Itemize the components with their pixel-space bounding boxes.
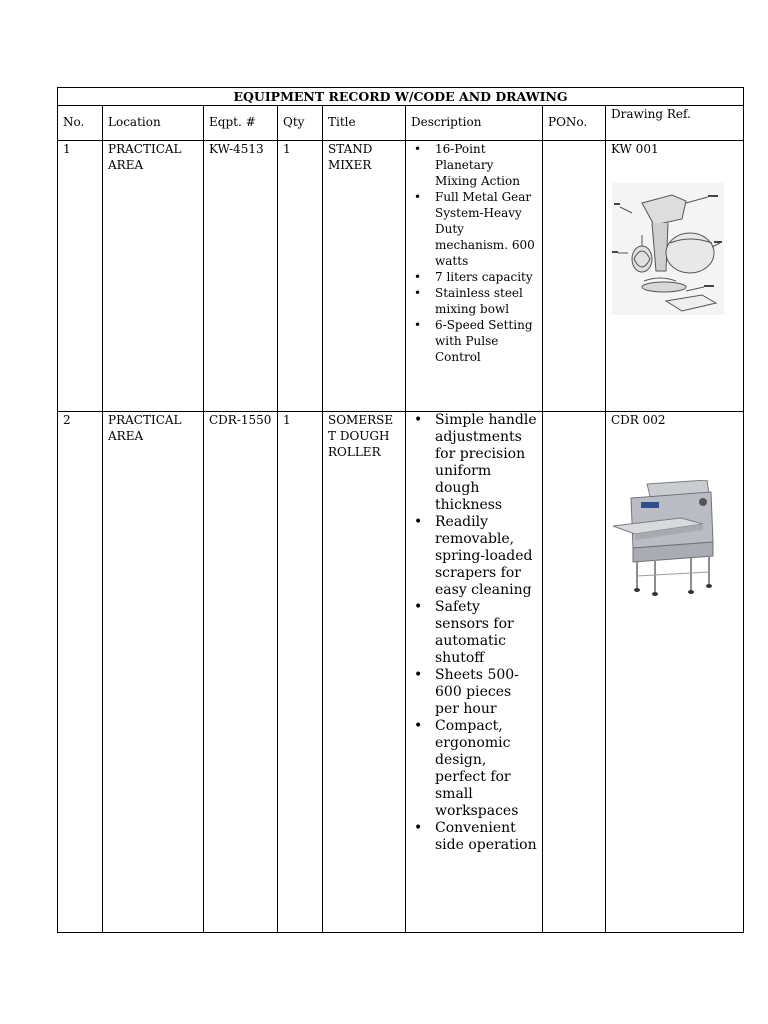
cell-po — [543, 141, 606, 412]
table-row — [58, 141, 744, 412]
cell-drawing-ref — [606, 141, 744, 412]
header-title: Title — [323, 106, 406, 141]
cell-description — [406, 412, 543, 933]
cell-qty: 1 — [278, 141, 323, 412]
description-item: • Compact, ergonomic design, perfect for small workspaces — [435, 718, 537, 820]
description-item: • Readily removable, spring-loaded scrapers for easy cleaning — [435, 514, 537, 599]
description-item: • Safety sensors for automatic shutoff — [435, 599, 537, 667]
description-item: • Stainless steel mixing bowl — [435, 285, 537, 317]
cell-no: 1 — [58, 141, 103, 412]
drawing-ref-code: KW 001 — [611, 142, 659, 156]
description-list — [411, 412, 537, 854]
header-eqpt: Eqpt. # — [204, 106, 278, 141]
description-item: • 16-Point Planetary Mixing Action — [435, 141, 537, 189]
description-item: • 7 liters capacity — [435, 269, 537, 285]
cell-drawing-ref — [606, 412, 744, 933]
equipment-record-table — [57, 87, 744, 933]
drawing-ref-code: CDR 002 — [611, 413, 666, 427]
stand-mixer-drawing — [612, 183, 738, 319]
description-list — [411, 141, 537, 365]
cell-location: PRACTICAL AREA — [103, 141, 204, 412]
description-item: • Simple handle adjustments for precision uniform dough thickness — [435, 412, 537, 514]
cell-description — [406, 141, 543, 412]
description-item: • Full Metal Gear System-Heavy Duty mechanism. 600 watts — [435, 189, 537, 269]
cell-location: PRACTICAL AREA — [103, 412, 204, 933]
header-drawing-ref: Drawing Ref. — [606, 106, 744, 141]
dough-roller-image — [611, 480, 738, 602]
cell-no: 2 — [58, 412, 103, 933]
header-description: Description — [406, 106, 543, 141]
cell-po — [543, 412, 606, 933]
description-item: • Convenient side operation — [435, 820, 537, 854]
description-item: • 6-Speed Setting with Pulse Control — [435, 317, 537, 365]
cell-eqpt: CDR-1550 — [204, 412, 278, 933]
header-po: PONo. — [543, 106, 606, 141]
header-location: Location — [103, 106, 204, 141]
description-item: • Sheets 500-600 pieces per hour — [435, 667, 537, 718]
header-row — [58, 106, 744, 141]
stand-mixer-illustration — [612, 183, 724, 315]
table-row — [58, 412, 744, 933]
header-qty: Qty — [278, 106, 323, 141]
cell-qty: 1 — [278, 412, 323, 933]
table-title: EQUIPMENT RECORD W/CODE AND DRAWING — [58, 88, 744, 106]
cell-eqpt: KW-4513 — [204, 141, 278, 412]
cell-title: STAND MIXER — [323, 141, 406, 412]
dough-roller-illustration — [611, 480, 717, 598]
cell-title: SOMERSET DOUGH ROLLER — [323, 412, 406, 933]
header-no: No. — [58, 106, 103, 141]
